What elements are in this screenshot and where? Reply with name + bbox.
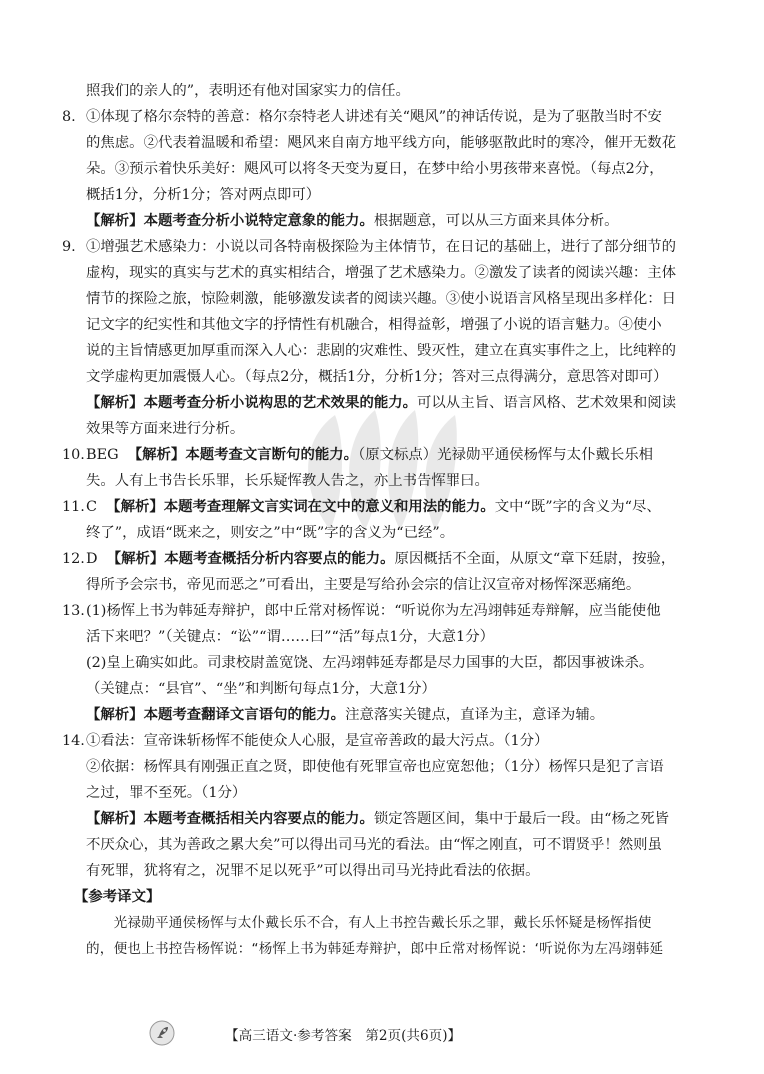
answer-line: 记文字的纪实性和其他文字的抒情性有机融合，相得益彰，增强了小说的语言魅力。④使小 — [86, 317, 662, 333]
reference-title: 【参考译文】 — [74, 888, 161, 905]
answer-line: ①看法：宣帝诛斩杨恽不能使众人心服，是宣帝善政的最大污点。（1分） — [86, 733, 549, 749]
question-number: 12. — [62, 551, 85, 567]
analysis-text: （原文标点）光禄勋平通侯杨恽与太仆戴长乐相 — [358, 447, 654, 463]
analysis-label: 【解析】 — [86, 706, 144, 723]
analysis-bold: 本题考查翻译文言语句的能力。 — [143, 706, 346, 723]
analysis-line — [86, 208, 698, 234]
question-11 — [62, 494, 698, 546]
analysis-bold: 本题考查文言断句的能力。 — [185, 446, 359, 463]
analysis-label: 【解析】 — [86, 810, 144, 827]
answer-line: 文学虚构更加震慑人心。（每点2分，概括1分，分析1分；答对三点得满分，意思答对即可） — [86, 369, 668, 385]
analysis-bold: 本题考查概括分析内容要点的能力。 — [164, 550, 395, 567]
analysis-text: 锁定答题区间，集中于最后一段。由“杨之死皆 — [373, 811, 670, 827]
analysis-bold: 本题考查分析小说构思的艺术效果的能力。 — [143, 394, 418, 411]
page-footer — [0, 1020, 764, 1050]
analysis-bold: 本题考查概括相关内容要点的能力。 — [143, 810, 374, 827]
question-14 — [62, 728, 698, 884]
answer-line: 情节的探险之旅，惊险刺激，能够激发读者的阅读兴趣。③使小说语言风格呈现出多样化：日 — [86, 291, 677, 307]
answer-line: (2)皇上确实如此。司隶校尉盖宽饶、左冯翊韩延寿都是尽力国事的大臣，都因事被诛杀。 — [86, 655, 654, 671]
analysis-label: 【解析】 — [86, 212, 144, 229]
answer-choice: C — [86, 499, 98, 515]
answer-line: 朵。③预示着快乐美好：飓风可以将冬天变为夏日，在梦中给小男孩带来喜悦。（每点2分， — [86, 161, 664, 177]
analysis-line: 有死罪，犹将宥之，况罪不足以死乎”可以得出司马光持此看法的依据。 — [86, 863, 540, 879]
analysis-bold: 本题考查分析小说特定意象的能力。 — [143, 212, 374, 229]
analysis-line — [86, 702, 698, 728]
analysis-label: 【解析】 — [86, 394, 144, 411]
answer-line: 之过，罪不至死。（1分） — [86, 785, 247, 801]
answer-content — [62, 78, 698, 962]
question-13 — [62, 598, 698, 728]
question-number: 14. — [62, 733, 85, 749]
question-number: 13. — [62, 603, 85, 619]
answer-choice: BEG — [86, 447, 119, 463]
analysis-text: 根据题意，可以从三方面来具体分析。 — [373, 213, 619, 229]
answer-line: ②依据：杨恽具有刚强正直之贤，即使他有死罪宣帝也应宽恕他；（1分）杨恽只是犯了言语 — [86, 759, 664, 775]
answer-line: ①体现了格尔奈特的善意：格尔奈特老人讲述有关“飓风”的神话传说，是为了驱散当时不安 — [86, 109, 662, 125]
analysis-text: 文中“既”字的含义为“尽、 — [494, 499, 661, 515]
analysis-line — [86, 390, 698, 416]
translation-line — [86, 910, 698, 936]
question-10 — [62, 442, 698, 494]
answer-choice: D — [86, 551, 98, 567]
analysis-label: 【解析】 — [106, 498, 164, 515]
answer-line: 概括1分，分析1分；答对两点即可） — [86, 187, 321, 203]
analysis-text: 可以从主旨、语言风格、艺术效果和阅读 — [417, 395, 677, 411]
analysis-line: 终了”，成语“既来之，则安之”中“既”字的含义为“已经”。 — [86, 525, 455, 541]
question-8 — [62, 104, 698, 234]
question-number: 9. — [62, 239, 76, 255]
answer-line — [86, 546, 698, 572]
analysis-line — [86, 806, 698, 832]
analysis-line: 得所予会宗书，帝见而恶之”可看出，主要是写给孙会宗的信让汉宣帝对杨恽深恶痛绝。 — [86, 577, 641, 593]
answer-line: ①增强艺术感染力：小说以司各特南极探险为主体情节，在日记的基础上，进行了部分细节的 — [86, 239, 677, 255]
answer-line: (1)杨恽上书为韩延寿辩护，郎中丘常对杨恽说：“听说你为左冯翊韩延寿辩解，应当能使他 — [86, 603, 661, 619]
analysis-text: 注意落实关键点，直译为主，意译为辅。 — [345, 707, 605, 723]
analysis-bold: 本题考查理解文言实词在文中的意义和用法的能力。 — [163, 498, 495, 515]
answer-line: 虚构，现实的真实与艺术的真实相结合，增强了艺术感染力。②激发了读者的阅读兴趣：主体 — [86, 265, 677, 281]
footer-page-info: 【高三语文·参考答案 第2页(共6页)】 — [225, 1028, 462, 1044]
analysis-line: 效果等方面来进行分析。 — [86, 421, 245, 437]
question-9 — [62, 234, 698, 442]
rocket-logo-icon — [149, 1020, 175, 1046]
analysis-line: 失。人有上书告长乐罪，长乐疑恽教人告之，亦上书告恽罪曰。 — [86, 473, 489, 489]
text-line: 照我们的亲人的”，表明还有他对国家实力的信任。 — [86, 83, 410, 99]
question-12 — [62, 546, 698, 598]
answer-line: （关键点：“县官”、“坐”和判断句每点1分，大意1分） — [86, 681, 436, 697]
reference-translation — [74, 884, 698, 962]
question-number: 10. — [62, 447, 85, 463]
answer-line — [86, 442, 698, 468]
analysis-text: 原因概括不全面，从原文“章下廷尉，按验， — [394, 551, 676, 567]
translation-text: 光禄勋平通侯杨恽与太仆戴长乐不合，有人上书控告戴长乐之罪，戴长乐怀疑是杨恽指使 — [113, 915, 652, 931]
answer-line: 的焦虑。②代表着温暖和希望：飓风来自南方地平线方向，能够驱散此时的寒冷，催开无数花 — [86, 135, 677, 151]
question-number: 11. — [62, 499, 85, 515]
analysis-line: 不厌众心，其为善政之累大矣”可以得出司马光的看法。由“恽之刚直，可不谓贤乎！然则虽 — [86, 837, 662, 853]
answer-line: 说的主旨情感更加厚重而深入人心：悲剧的灾难性、毁灭性，建立在真实事件之上，比纯粹的 — [86, 343, 677, 359]
answer-line — [86, 494, 698, 520]
analysis-label: 【解析】 — [127, 446, 186, 463]
answer-line: 活下来吧？”（关键点：“讼”“谓……曰”“活”每点1分，大意1分） — [86, 629, 494, 645]
analysis-label: 【解析】 — [106, 550, 165, 567]
question-number: 8. — [62, 109, 76, 125]
translation-line: 的，便也上书控告杨恽说：“杨恽上书为韩延寿辩护，郎中丘常对杨恽说：‘听说你为左冯翊韩延 — [86, 941, 664, 957]
